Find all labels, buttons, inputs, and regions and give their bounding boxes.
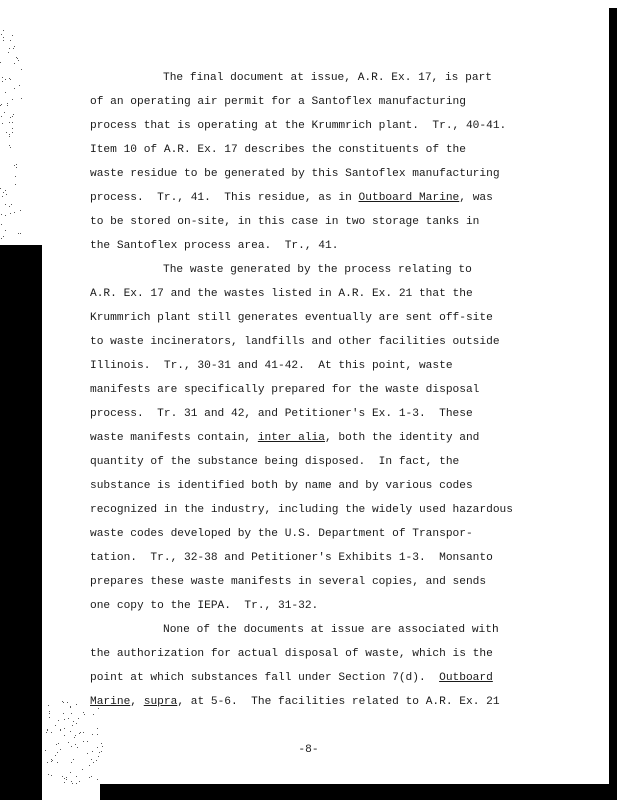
text-line <box>90 570 560 594</box>
text-segment: Krummrich plant still generates eventually are sent off-site <box>90 312 493 324</box>
text-segment: process that is operating at the Krummrich plant. Tr., 40-41. <box>90 120 507 132</box>
text-line <box>90 618 560 642</box>
underlined-text: inter alia <box>257 432 325 444</box>
text-line <box>90 378 560 402</box>
text-line <box>90 546 560 570</box>
text-segment: , at 5-6. The facilities related to A.R. Ex. 21 <box>177 696 500 708</box>
text-segment: A.R. Ex. 17 and the wastes listed in A.R. Ex. 21 that the <box>90 288 473 300</box>
text-segment: one copy to the IEPA. Tr., 31-32. <box>90 600 319 612</box>
text-segment: process. Tr., 41. This residue, as in <box>90 192 359 204</box>
text-line <box>90 498 560 522</box>
text-segment: waste residue to be generated by this Santoflex manufacturing <box>90 168 500 180</box>
text-line <box>90 282 560 306</box>
text-segment: process. Tr. 31 and 42, and Petitioner's Ex. 1-3. These <box>90 408 473 420</box>
text-line <box>90 234 560 258</box>
text-segment: , both the identity and <box>324 432 480 444</box>
text-line <box>90 450 560 474</box>
underlined-text: supra <box>143 696 178 708</box>
scan-margin-bottom <box>100 784 617 800</box>
text-line <box>90 594 560 618</box>
text-line <box>90 114 560 138</box>
text-segment: to be stored on-site, in this case in two storage tanks in <box>90 216 480 228</box>
text-line <box>90 426 560 450</box>
text-line <box>90 330 560 354</box>
text-segment: point at which substances fall under Section 7(d). <box>90 672 440 684</box>
scan-margin-left <box>0 245 42 800</box>
text-line <box>90 402 560 426</box>
text-line <box>90 690 560 714</box>
text-segment: recognized in the industry, including the widely used hazardous <box>90 504 513 516</box>
text-segment: The final document at issue, A.R. Ex. 17, is part <box>163 72 492 84</box>
text-segment: prepares these waste manifests in several copies, and sends <box>90 576 487 588</box>
text-segment: to waste incinerators, landfills and other facilities outside <box>90 336 500 348</box>
text-line <box>90 642 560 666</box>
text-line <box>90 162 560 186</box>
text-segment: of an operating air permit for a Santoflex manufacturing <box>90 96 466 108</box>
text-segment: manifests are specifically prepared for the waste disposal <box>90 384 480 396</box>
text-segment: quantity of the substance being disposed. In fact, the <box>90 456 460 468</box>
text-line <box>90 66 560 90</box>
underlined-text: Marine <box>90 696 131 708</box>
text-segment: waste manifests contain, <box>90 432 258 444</box>
page-number: -8- <box>298 744 319 756</box>
scan-margin-right <box>609 8 617 800</box>
text-segment: tation. Tr., 32-38 and Petitioner's Exhibits 1-3. Monsanto <box>90 552 493 564</box>
text-line <box>90 138 560 162</box>
text-segment: waste codes developed by the U.S. Department of Transpor- <box>90 528 473 540</box>
text-segment: Item 10 of A.R. Ex. 17 describes the constituents of the <box>90 144 466 156</box>
text-line <box>90 474 560 498</box>
text-line <box>90 90 560 114</box>
text-line <box>90 666 560 690</box>
text-segment: the authorization for actual disposal of waste, which is the <box>90 648 493 660</box>
text-line <box>90 258 560 282</box>
text-segment: the Santoflex process area. Tr., 41. <box>90 240 339 252</box>
text-segment: The waste generated by the process relating to <box>163 264 472 276</box>
text-segment: Illinois. Tr., 30-31 and 41-42. At this point, waste <box>90 360 453 372</box>
text-line <box>90 522 560 546</box>
text-line <box>90 186 560 210</box>
underlined-text: Outboard <box>439 672 493 684</box>
underlined-text: Outboard Marine <box>358 192 460 204</box>
text-line <box>90 306 560 330</box>
text-segment: None of the documents at issue are associated with <box>163 624 499 636</box>
text-line <box>90 354 560 378</box>
text-segment: , was <box>459 192 493 204</box>
text-segment: , <box>130 696 144 708</box>
text-line <box>90 210 560 234</box>
body-text <box>90 66 560 714</box>
text-segment: substance is identified both by name and by various codes <box>90 480 473 492</box>
